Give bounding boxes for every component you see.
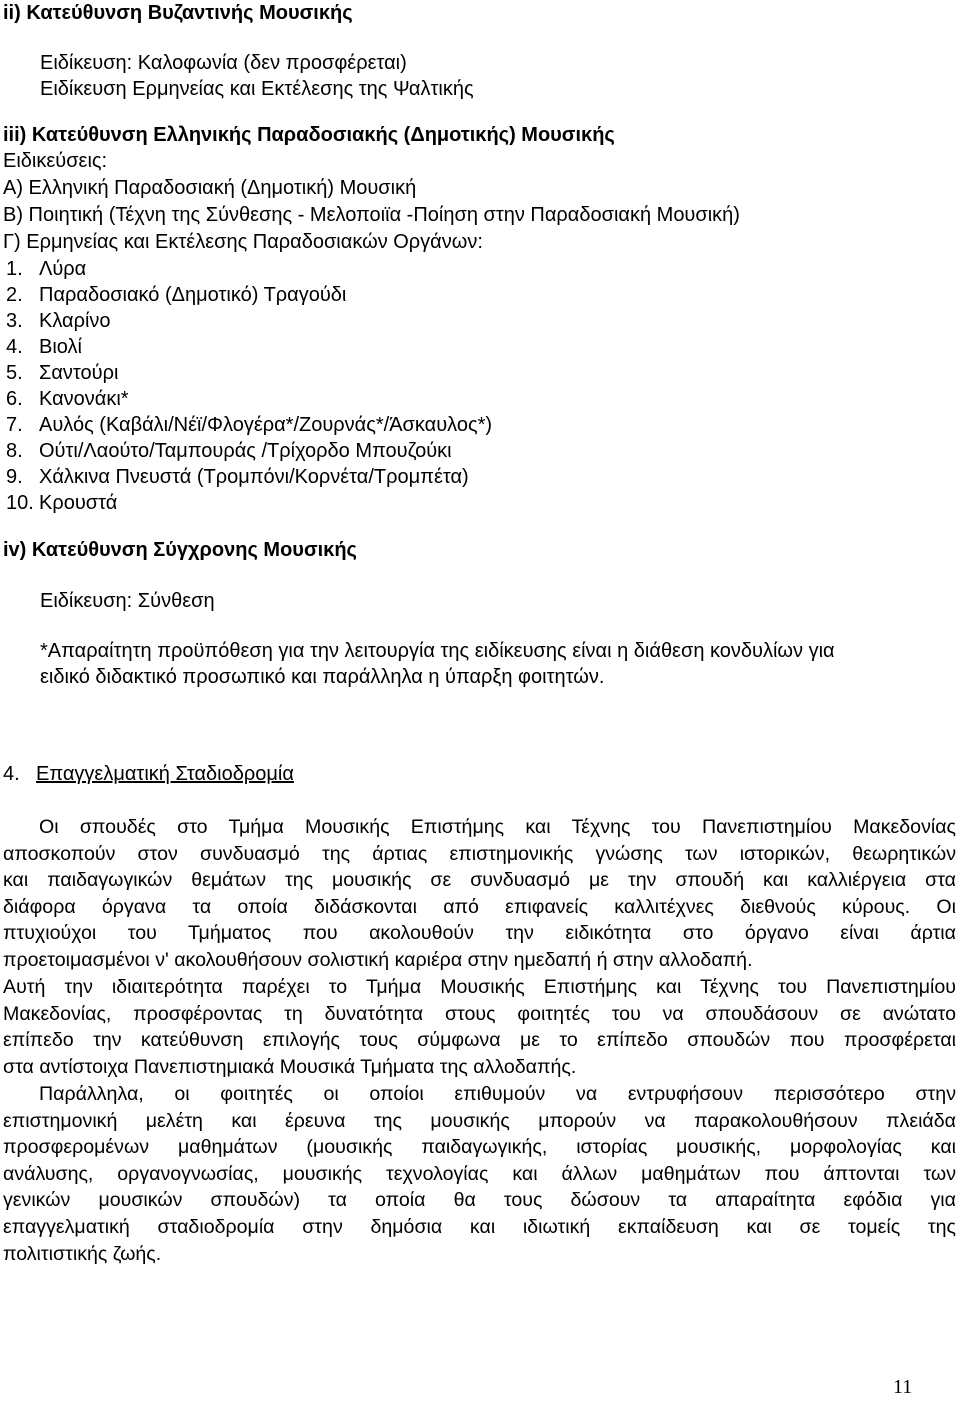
paragraph-line: αποσκοπούν στον συνδυασμό της άρτιας επιστημονικής γνώσης των ιστορικών, θεωρητικών <box>3 842 956 865</box>
section-iv-spec: Ειδίκευση: Σύνθεση <box>40 590 215 612</box>
paragraph-line: επίπεδο την κατεύθυνση επιλογής τους σύμφωνα με το επίπεδο σπουδών που προσφέρεται <box>3 1029 956 1052</box>
section-ii-spec-2: Ειδίκευση Ερμηνείας και Εκτέλεσης της Ψαλτικής <box>40 78 474 100</box>
instrument-list-item <box>6 386 129 412</box>
section-ii-spec-1: Ειδίκευση: Καλοφωνία (δεν προσφέρεται) <box>40 52 407 74</box>
instrument-list-item <box>6 308 111 334</box>
paragraph-line: Οι σπουδές στο Τμήμα Μουσικής Επιστήμης και Τέχνης του Πανεπιστημίου Μακεδονίας <box>39 816 956 838</box>
list-number: 7. <box>6 414 23 436</box>
section-ii-heading: ii) Κατεύθυνση Βυζαντινής Μουσικής <box>3 2 353 24</box>
list-number: 8. <box>6 440 23 462</box>
instrument-list-item <box>6 490 117 516</box>
career-paragraph-2 <box>3 974 956 1080</box>
list-text: Λύρα <box>39 258 87 280</box>
list-text: Κλαρίνο <box>39 310 111 332</box>
section-iii-spec-b: Β) Ποιητική (Τέχνη της Σύνθεσης - Μελοποιϊα -Ποίηση στην Παραδοσιακή Μουσική) <box>3 204 740 226</box>
section-iii-specs-label: Ειδικεύσεις: <box>3 150 108 172</box>
page-number: 11 <box>893 1376 913 1398</box>
paragraph-line: επιστημονική μελέτη και έρευνα της μουσικής μπορούν να παρακολουθήσουν πλειάδα <box>3 1109 956 1132</box>
instrument-list-item <box>6 412 492 438</box>
career-paragraph-1 <box>3 814 956 974</box>
paragraph-line: προετοιμασμένοι ν' ακολουθήσουν σολιστική καριέρα στην ημεδαπή ή στην αλλοδαπή. <box>3 948 753 971</box>
paragraph-line: Αυτή την ιδιαιτερότητα παρέχει το Τμήμα Μουσικής Επιστήμης και Τέχνης του Πανεπιστημίου <box>3 976 956 998</box>
instrument-list-item <box>6 334 82 360</box>
instrument-list-item <box>6 256 86 282</box>
paragraph-line: διάφορα όργανα τα οποία διδάσκονται από επιφανείς καλλιτέχνες διεθνούς κύρους. Οι <box>3 895 956 918</box>
instrument-list-item <box>6 464 469 490</box>
paragraph-line: προσφερομένων μαθημάτων (μουσικής παιδαγωγικής, ιστορίας μουσικής, μορφολογίας και <box>3 1136 956 1159</box>
paragraph-line: πολιτιστικής ζωής. <box>3 1242 162 1265</box>
paragraph-line: στα αντίστοιχα Πανεπιστημιακά Μουσικά Τμήματα της αλλοδαπής. <box>3 1055 577 1078</box>
section-iv-note-line-2: ειδικό διδακτικό προσωπικό και παράλληλα η ύπαρξη φοιτητών. <box>40 666 605 688</box>
list-number: 10. <box>6 492 34 514</box>
section-iii-heading: iii) Κατεύθυνση Ελληνικής Παραδοσιακής (Δημοτικής) Μουσικής <box>3 124 615 146</box>
instrument-list-item <box>6 438 452 464</box>
section-4-heading <box>3 761 294 787</box>
instrument-list-item <box>6 282 346 308</box>
list-number: 2. <box>6 284 23 306</box>
list-number: 1. <box>6 258 23 280</box>
section-iv-heading: iv) Κατεύθυνση Σύγχρονης Μουσικής <box>3 539 357 561</box>
section-iii-spec-a: Α) Ελληνική Παραδοσιακή (Δημοτική) Μουσική <box>3 177 417 199</box>
list-number: 9. <box>6 466 23 488</box>
list-number: 5. <box>6 362 23 384</box>
section-iv-note-line-1: *Απαραίτητη προϋπόθεση για την λειτουργία της ειδίκευσης είναι η διάθεση κονδυλίων για <box>40 640 835 662</box>
list-number: 6. <box>6 388 23 410</box>
paragraph-line: γενικών μουσικών σπουδών) τα οποία θα τους δώσουν τα απαραίτητα εφόδια για <box>3 1189 956 1212</box>
section-4-title: Επαγγελματική Σταδιοδρομία <box>36 763 294 785</box>
paragraph-line: Μακεδονίας, προσφέροντας τη δυνατότητα στους φοιτητές του να σπουδάσουν σε ανώτατο <box>3 1002 956 1025</box>
list-text: Σαντούρι <box>39 362 119 384</box>
list-text: Παραδοσιακό (Δημοτικό) Τραγούδι <box>39 284 347 306</box>
list-text: Βιολί <box>39 336 82 358</box>
paragraph-line: Παράλληλα, οι φοιτητές οι οποίοι επιθυμούν να εντρυφήσουν περισσότερο στην <box>39 1083 956 1105</box>
career-paragraph-3 <box>3 1081 956 1267</box>
list-text: Κρουστά <box>39 492 118 514</box>
list-number: 4. <box>6 336 23 358</box>
section-iii-spec-c: Γ) Ερμηνείας και Εκτέλεσης Παραδοσιακών Οργάνων: <box>3 231 483 253</box>
list-text: Χάλκινα Πνευστά (Τρομπόνι/Κορνέτα/Τρομπέτα) <box>39 466 469 488</box>
instrument-list-item <box>6 360 118 386</box>
paragraph-line: και παιδαγωγικών θεμάτων της μουσικής σε συνδυασμό με την σπουδή και καλλιέργεια στα <box>3 869 956 892</box>
paragraph-line: πτυχιούχοι του Τμήματος που ακολουθούν την ειδικότητα στο όργανο είναι άρτια <box>3 922 956 945</box>
list-text: Ούτι/Λαούτο/Ταμπουράς /Τρίχορδο Μπουζούκι <box>39 440 452 462</box>
section-4-number: 4. <box>3 763 20 785</box>
paragraph-line: ανάλυσης, οργανογνωσίας, μουσικής τεχνολογίας και άλλων μαθημάτων που άπτονται των <box>3 1162 956 1185</box>
list-text: Αυλός (Καβάλι/Νέϊ/Φλογέρα*/Ζουρνάς*/Άσκαυλος*) <box>39 414 493 436</box>
list-text: Κανονάκι* <box>39 388 129 410</box>
list-number: 3. <box>6 310 23 332</box>
paragraph-line: επαγγελματική σταδιοδρομία στην δημόσια και ιδιωτική εκπαίδευση και σε τομείς της <box>3 1215 956 1238</box>
